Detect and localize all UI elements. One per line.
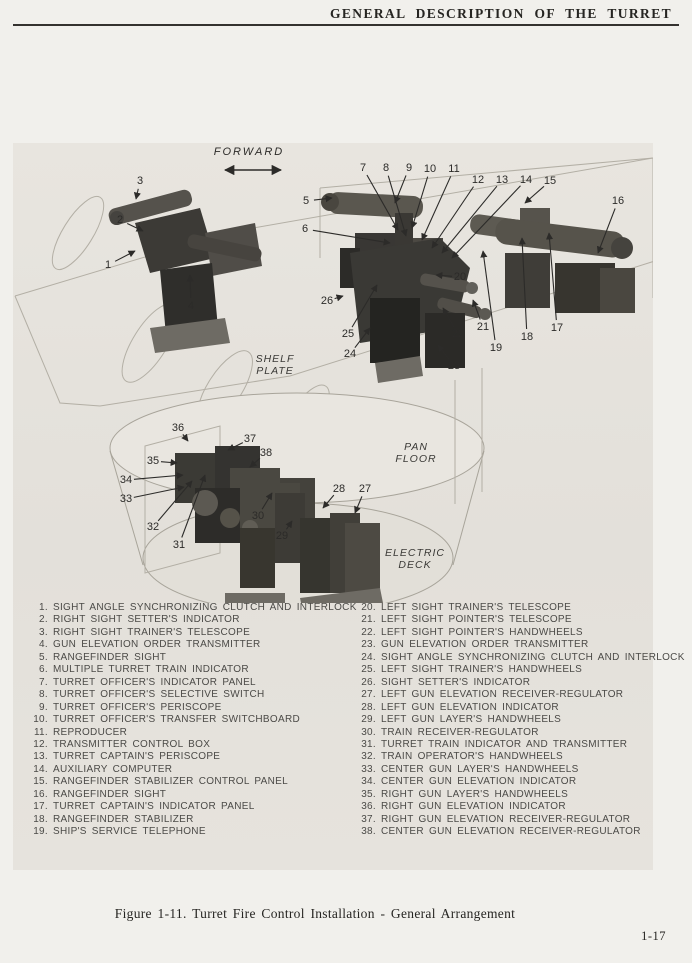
legend-item-label: LEFT SIGHT POINTER'S HANDWHEELS (381, 626, 583, 638)
callout-number-7: 7 (359, 162, 367, 174)
legend-column-left (29, 602, 357, 839)
sight-setter-station (350, 238, 491, 383)
callout-number-11: 11 (448, 163, 460, 175)
legend-item-18 (29, 814, 339, 826)
callout-number-32: 32 (146, 521, 160, 533)
legend-item-13 (29, 751, 339, 763)
legend-item-number: 7. (39, 676, 48, 688)
figure-caption: Figure 1-11. Turret Fire Control Installation - General Arrangement (114, 906, 516, 921)
legend-item-label: TURRET CAPTAIN'S PERISCOPE (53, 751, 221, 763)
legend-item-7 (29, 677, 339, 689)
shelf-plate-label: SHELF (255, 353, 295, 365)
legend-item-label: RANGEFINDER SIGHT (53, 651, 167, 663)
legend-item-label: TURRET OFFICER'S TRANSFER SWITCHBOARD (53, 714, 300, 726)
legend-item-label: TRAIN OPERATOR'S HANDWHEELS (381, 751, 563, 763)
callout-number-33: 33 (119, 493, 133, 505)
legend-item-3 (29, 627, 339, 639)
legend-item-14 (29, 764, 339, 776)
callout-number-1: 1 (104, 259, 112, 271)
legend-item-8 (29, 689, 339, 701)
legend-item-27 (357, 689, 657, 701)
callout-number-29: 29 (275, 530, 289, 542)
legend-item-number: 29. (361, 714, 376, 726)
legend-item-15 (29, 776, 339, 788)
legend-item-label: REPRODUCER (53, 726, 128, 738)
legend-item-label: LEFT SIGHT TRAINER'S HANDWHEELS (381, 664, 583, 676)
callout-leader-11 (422, 176, 451, 240)
legend-item-label: RIGHT SIGHT TRAINER'S TELESCOPE (53, 626, 251, 638)
legend-item-number: 18. (33, 813, 48, 825)
legend-item-6 (29, 664, 339, 676)
legend-item-label: TRAIN RECEIVER-REGULATOR (381, 726, 539, 738)
legend-item-2 (29, 614, 339, 626)
turret-illustration (13, 143, 653, 603)
legend-item-number: 21. (361, 614, 376, 626)
legend-item-label: RIGHT SIGHT SETTER'S INDICATOR (53, 614, 240, 626)
callout-number-23: 23 (447, 360, 461, 372)
callout-number-4: 4 (187, 300, 195, 312)
legend-item-12 (29, 739, 339, 751)
legend-item-label: LEFT GUN ELEVATION RECEIVER-REGULATOR (381, 689, 624, 701)
callout-number-25: 25 (341, 328, 355, 340)
callout-leader-4 (190, 275, 191, 298)
legend-item-label: LEFT GUN ELEVATION INDICATOR (381, 701, 559, 713)
legend-item-label: AUXILIARY COMPUTER (53, 763, 173, 775)
callout-number-35: 35 (146, 455, 160, 467)
legend-item-label: LEFT GUN LAYER'S HANDWHEELS (381, 714, 562, 726)
legend-item-label: CENTER GUN ELEVATION RECEIVER-REGULATOR (381, 826, 641, 838)
legend-item-label: GUN ELEVATION ORDER TRANSMITTER (53, 639, 261, 651)
legend-item-38 (357, 826, 657, 838)
callout-number-20: 20 (453, 271, 467, 283)
legend-item-number: 22. (361, 626, 376, 638)
header-rule (13, 24, 679, 26)
legend-item-label: LEFT SIGHT POINTER'S TELESCOPE (381, 614, 572, 626)
callout-number-36: 36 (171, 422, 185, 434)
legend-item-10 (29, 714, 339, 726)
callout-number-27: 27 (358, 483, 372, 495)
legend-item-1 (29, 602, 357, 614)
legend-item-number: 31. (361, 738, 376, 750)
callout-number-30: 30 (251, 510, 265, 522)
callout-number-16: 16 (611, 195, 625, 207)
legend-item-28 (357, 702, 657, 714)
legend-item-number: 36. (361, 801, 376, 813)
callout-number-5: 5 (302, 195, 310, 207)
legend-item-33 (357, 764, 657, 776)
legend-item-number: 32. (361, 751, 376, 763)
legend-item-number: 15. (33, 776, 48, 788)
legend-item-number: 1. (39, 602, 48, 613)
legend-item-number: 6. (39, 664, 48, 676)
legend-item-label: GUN ELEVATION ORDER TRANSMITTER (381, 639, 589, 651)
legend-item-number: 37. (361, 813, 376, 825)
legend-item-number: 14. (33, 763, 48, 775)
callout-number-18: 18 (520, 331, 534, 343)
legend-item-number: 2. (39, 614, 48, 626)
pan-floor-label: FLOOR (395, 453, 437, 465)
legend-item-number: 10. (33, 714, 48, 726)
legend-item-5 (29, 652, 339, 664)
legend-item-label: SIGHT ANGLE SYNCHRONIZING CLUTCH AND INTERLOCK (381, 651, 685, 663)
legend-item-23 (357, 639, 657, 651)
callout-number-19: 19 (489, 342, 503, 354)
callout-number-2: 2 (116, 214, 124, 226)
legend-item-11 (29, 727, 339, 739)
legend-item-24 (357, 651, 685, 664)
legend-item-label: TRANSMITTER CONTROL BOX (53, 738, 211, 750)
legend-item-number: 5. (39, 651, 48, 663)
callout-number-14: 14 (519, 174, 533, 186)
callout-leader-3 (136, 189, 138, 199)
legend-item-20 (357, 602, 657, 614)
legend-item-9 (29, 702, 339, 714)
callout-number-15: 15 (543, 175, 557, 187)
header-title: GENERAL DESCRIPTION OF THE TURRET (329, 6, 672, 21)
legend-item-4 (29, 639, 339, 651)
legend-item-number: 9. (39, 701, 48, 713)
legend-item-label: SHIP'S SERVICE TELEPHONE (53, 826, 206, 838)
legend-item-number: 24. (361, 651, 376, 663)
right-sight-station (104, 188, 263, 353)
legend-item-17 (29, 801, 339, 813)
legend-column-right (357, 602, 685, 839)
figure-block (13, 143, 685, 870)
legend-item-29 (357, 714, 657, 726)
callout-number-8: 8 (382, 162, 390, 174)
legend-item-19 (29, 826, 339, 838)
callout-number-21: 21 (476, 321, 490, 333)
legend-item-number: 8. (39, 689, 48, 701)
callout-number-24: 24 (343, 348, 357, 360)
legend-item-number: 26. (361, 676, 376, 688)
legend-item-30 (357, 727, 657, 739)
legend-item-31 (357, 739, 657, 751)
legend-item-34 (357, 776, 657, 788)
legend-item-label: LEFT SIGHT TRAINER'S TELESCOPE (381, 602, 572, 613)
callout-number-31: 31 (172, 539, 186, 551)
legend-item-label: RIGHT GUN ELEVATION RECEIVER-REGULATOR (381, 813, 631, 825)
shelf-plate-label: PLATE (256, 365, 294, 377)
legend-item-number: 27. (361, 689, 376, 701)
electric-deck-label: ELECTRIC (385, 547, 445, 559)
legend-item-label: TURRET CAPTAIN'S INDICATOR PANEL (53, 801, 255, 813)
legend-item-label: CENTER GUN ELEVATION INDICATOR (381, 776, 577, 788)
legend-item-number: 12. (33, 738, 48, 750)
legend-item-number: 30. (361, 726, 376, 738)
page-number: 1-17 (641, 929, 666, 943)
legend-item-label: SIGHT ANGLE SYNCHRONIZING CLUTCH AND INTERLOCK (53, 602, 357, 613)
legend-item-label: RANGEFINDER SIGHT (53, 788, 167, 800)
page-header (0, 6, 672, 22)
rangefinder-group (494, 217, 635, 313)
legend-item-label: RANGEFINDER STABILIZER (53, 813, 194, 825)
callout-number-26: 26 (320, 295, 334, 307)
legend-item-number: 4. (39, 639, 48, 651)
legend-item-label: MULTIPLE TURRET TRAIN INDICATOR (53, 664, 249, 676)
legend-item-number: 3. (39, 626, 48, 638)
legend-item-number: 16. (33, 788, 48, 800)
callout-number-37: 37 (243, 433, 257, 445)
callout-number-9: 9 (405, 162, 413, 174)
callout-leader-15 (525, 186, 544, 203)
callout-number-38: 38 (259, 447, 273, 459)
legend-item-label: TURRET TRAIN INDICATOR AND TRANSMITTER (381, 738, 628, 750)
callout-number-10: 10 (423, 163, 437, 175)
legend-item-number: 17. (33, 801, 48, 813)
legend-item-number: 34. (361, 776, 376, 788)
electric-deck-label: DECK (398, 559, 432, 571)
legend-item-label: RIGHT GUN ELEVATION INDICATOR (381, 801, 566, 813)
legend-item-36 (357, 801, 657, 813)
legend-item-35 (357, 789, 657, 801)
callout-number-6: 6 (301, 223, 309, 235)
callout-leader-26 (335, 296, 343, 299)
forward-label: FORWARD (213, 146, 285, 158)
legend-item-number: 28. (361, 701, 376, 713)
legend-item-21 (357, 614, 657, 626)
legend-item-37 (357, 814, 657, 826)
callout-leader-1 (115, 251, 135, 261)
legend-item-label: TURRET OFFICER'S SELECTIVE SWITCH (53, 689, 265, 701)
callout-number-3: 3 (136, 175, 144, 187)
legend-item-label: CENTER GUN LAYER'S HANDWHEELS (381, 763, 579, 775)
legend-item-number: 33. (361, 763, 376, 775)
legend-item-number: 20. (361, 602, 376, 613)
pan-floor-label: PAN (404, 441, 428, 453)
legend-item-32 (357, 751, 657, 763)
legend-item-label: RANGEFINDER STABILIZER CONTROL PANEL (53, 776, 288, 788)
legend-item-number: 38. (361, 826, 376, 838)
legend-item-number: 13. (33, 751, 48, 763)
legend-item-26 (357, 677, 657, 689)
callout-number-17: 17 (550, 322, 564, 334)
legend-item-number: 19. (33, 826, 48, 838)
legend-item-label: TURRET OFFICER'S INDICATOR PANEL (53, 676, 256, 688)
legend-item-label: SIGHT SETTER'S INDICATOR (381, 676, 531, 688)
legend-item-22 (357, 627, 657, 639)
callout-number-22: 22 (451, 328, 465, 340)
callout-number-13: 13 (495, 174, 509, 186)
callout-number-34: 34 (119, 474, 133, 486)
legend-item-number: 11. (33, 726, 48, 738)
callout-number-12: 12 (471, 174, 485, 186)
legend-item-label: RIGHT GUN LAYER'S HANDWHEELS (381, 788, 569, 800)
legend-item-number: 25. (361, 664, 376, 676)
legend-item-number: 23. (361, 639, 376, 651)
legend-item-number: 35. (361, 788, 376, 800)
legend-item-25 (357, 664, 657, 676)
legend-item-16 (29, 789, 339, 801)
callout-number-28: 28 (332, 483, 346, 495)
legend-item-label: TURRET OFFICER'S PERISCOPE (53, 701, 222, 713)
